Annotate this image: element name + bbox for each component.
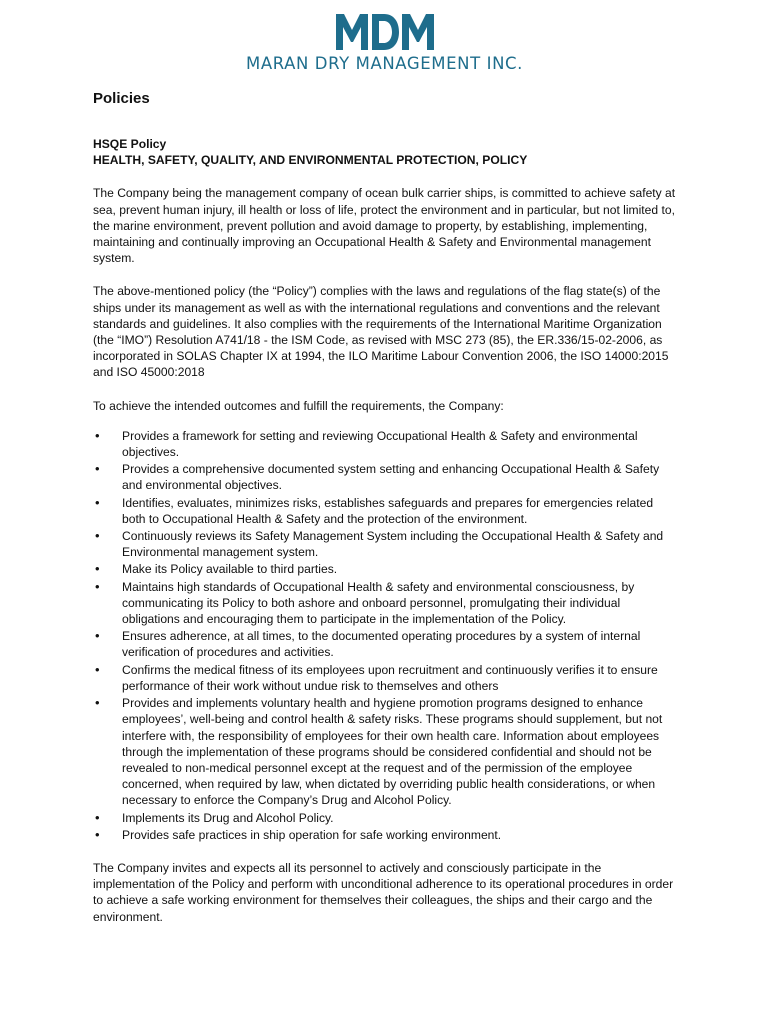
list-item: • Confirms the medical fitness of its employees upon recruitment and continuously verifies it to ensure performance of their work without undue risk to themselves and others	[93, 662, 679, 694]
policy-title: HEALTH, SAFETY, QUALITY, AND ENVIRONMENTAL PROTECTION, POLICY	[93, 153, 528, 168]
compliance-paragraph: The above-mentioned policy (the “Policy”) complies with the laws and regulations of the flag state(s) of the ships under its management as well as with the international regulations and conventions and the relevant standards and guidelines. It also complies with the requirements of the International Maritime Organization (the “IMO”) Resolution A741/18 - the ISM Code, as revised with MSC 273 (85), the ER.336/15-02-2006, as incorporated in SOLAS Chapter IX at 1994, the ILO Maritime Labour Convention 2006, the ISO 14000:2015 and ISO 45000:2018	[93, 284, 669, 380]
policy-label: HSQE Policy	[93, 137, 167, 151]
list-item: • Provides safe practices in ship operation for safe working environment.	[93, 827, 679, 843]
list-item: • Provides and implements voluntary health and hygiene promotion programs designed to enhance employees’, well-being and control health & safety risks. These programs should supplement, but not interfere with, the responsibility of employees for their own health care. Information about employees through the implementation of these programs should be considered confidential and should not be revealed to non-medical personnel except at the request and of the permission of the employee concerned, when required by law, when dictated by overriding public health considerations, or when necessary to enforce the Company’s Drug and Alcohol Policy.	[93, 695, 679, 808]
company-name: MARAN DRY MANAGEMENT INC.	[246, 54, 524, 73]
requirements-lead-in: To achieve the intended outcomes and fulfill the requirements, the Company:	[93, 398, 504, 413]
list-item: • Continuously reviews its Safety Management System including the Occupational Health & Safety and Environmental management system.	[93, 528, 679, 560]
company-logo	[0, 12, 768, 74]
closing-paragraph: The Company invites and expects all its personnel to actively and consciously participate in the implementation of the Policy and perform with unconditional adherence to its operational procedures in order to achieve a safe working environment for themselves their colleagues, the ships and their cargo and the environment.	[93, 860, 674, 924]
list-item: • Provides a comprehensive documented system setting and enhancing Occupational Health & Safety and environmental objectives.	[93, 461, 679, 493]
list-item: • Maintains high standards of Occupational Health & safety and environmental consciousness, by communicating its Policy to both ashore and onboard personnel, promulgating their individual obligations and encouraging them to participate in the implementation of the Policy.	[93, 579, 679, 628]
list-item: • Provides a framework for setting and reviewing Occupational Health & Safety and environmental objectives.	[93, 428, 679, 460]
list-item: • Ensures adherence, at all times, to the documented operating procedures by a system of internal verification of procedures and activities.	[93, 628, 679, 660]
policy-body	[93, 136, 679, 925]
list-item: • Make its Policy available to third parties.	[93, 561, 679, 577]
intro-paragraph: The Company being the management company of ocean bulk carrier ships, is committed to achieve safety at sea, prevent human injury, ill health or loss of life, protect the environment and in particular, but not limited to, the marine environment, prevent pollution and avoid damage to property, by establishing, implementing, maintaining and continually improving an Occupational Health & Safety and Environmental management system.	[93, 186, 676, 266]
mdm-logo-mark	[336, 14, 434, 50]
list-item: • Implements its Drug and Alcohol Policy.	[93, 810, 679, 826]
page-title: Policies	[93, 90, 150, 107]
list-item: • Identifies, evaluates, minimizes risks, establishes safeguards and prepares for emergencies related both to Occupational Health & Safety and the protection of the environment.	[93, 495, 679, 527]
commitments-list	[93, 428, 679, 843]
